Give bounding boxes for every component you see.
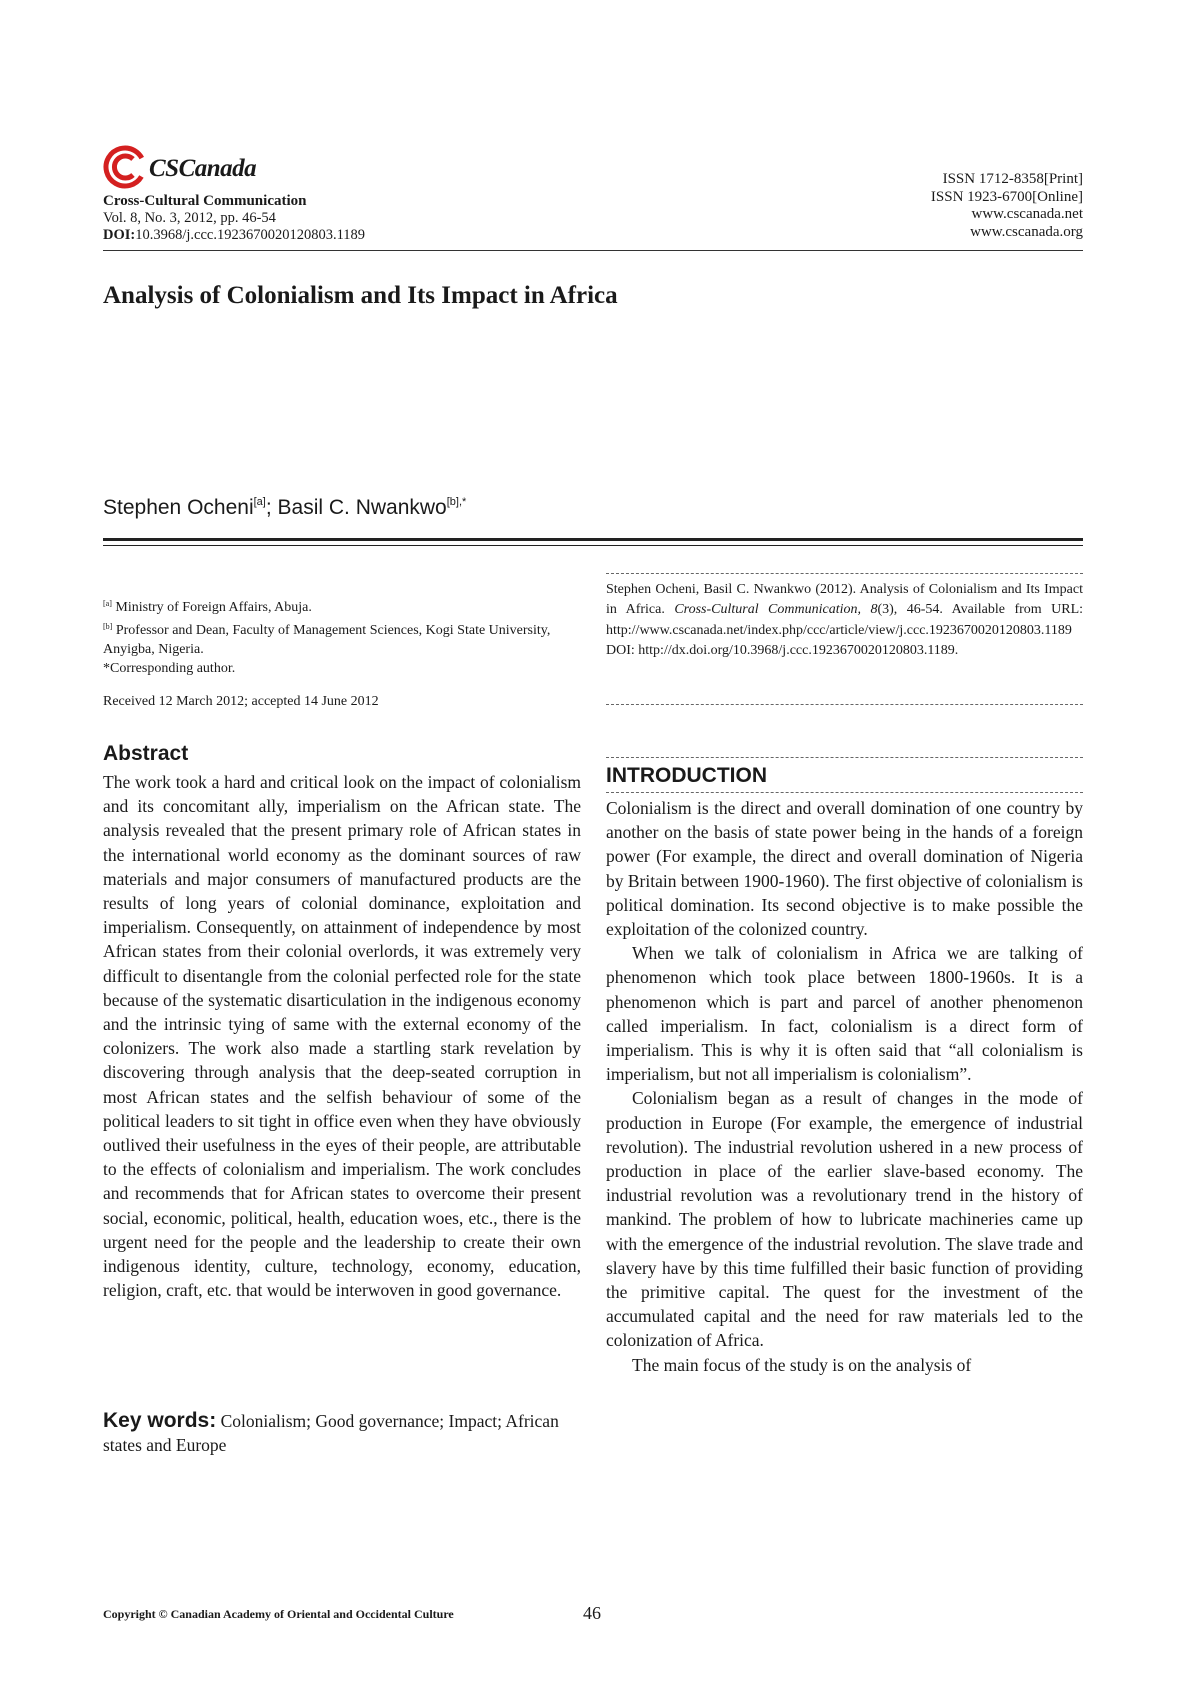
issn-block: [931, 171, 1083, 241]
citation-doi[interactable]: DOI: http://dx.doi.org/10.3968/j.ccc.1923670020120803.1189.: [606, 642, 959, 658]
doi-value: 10.3968/j.ccc.1923670020120803.1189: [135, 227, 366, 243]
affiliation-b-mark: [b]: [103, 622, 113, 631]
article-title: Analysis of Colonialism and Its Impact in Africa: [103, 282, 618, 309]
keywords-label: Key words:: [103, 1409, 217, 1432]
intro-paragraph-3: Colonialism began as a result of changes in the mode of production in Europe (For example, the emergence of industrial revolution). The industrial revolution ushered in a new process of production in place of the earlier slave-based economy. The industrial revolution was a revolutionary trend in the history of mankind. The problem of how to lubricate machineries came up with the emergence of the industrial revolution. The slave trade and slavery have by this time fulfilled their basic function of providing the primitive capital. The quest for the investment of the accumulated capital and the need for raw materials led to the colonization of Africa.: [606, 1088, 1083, 1351]
author-line: [103, 496, 466, 520]
affiliation-b-text: Professor and Dean, Faculty of Management Sciences, Kogi State University, Anyigba, Nigeria.: [103, 623, 551, 657]
author-1-mark: [a]: [253, 496, 266, 508]
citation-lead: Stephen Ocheni, Basil C. Nwankwo (2012). Analysis of Colonialism and Its Impact in Africa.: [606, 582, 1083, 618]
affiliation-a-mark: [a]: [103, 599, 112, 608]
issn-online: ISSN 1923-6700[Online]: [930, 188, 1083, 205]
intro-top-rule: [606, 757, 1083, 758]
abstract-text: The work took a hard and critical look on the impact of colonialism and its concomitant ally, imperialism on the African state. The analysis revealed that the present primary role of African states in the international world economy as the dominant sources of raw materials and major consumers of manufactured products are the results of long years of colonial dominance, exploitation and imperialism. Consequently, on attainment of independence by most African states from their colonial overlords, it was extremely very difficult to disentangle from the colonial perfected role for the state because of the systematic disarticulation in the indigenous economy and the intrinsic tying of same with the external economy of the colonizers. The work also made a startling stark revelation by discovering through analysis that the deep-seated corruption in most African states and the selfish behaviour of some of the political leaders to sit tight in office even when they have obviously outlived their usefulness in the eyes of their people, are attributable to the effects of colonialism and imperialism. The work concludes and recommends that for African states to overcome their present social, economic, political, health, education woes, etc., there is the urgent need for the people and the leadership to create their own indigenous identity, culture, technology, economy, education, religion, craft, etc. that would be interwoven in good governance.: [103, 772, 581, 1301]
journal-info: [103, 193, 365, 244]
journal-name: Cross-Cultural Communication: [103, 193, 307, 209]
keywords: [103, 1409, 581, 1457]
author-2: Basil C. Nwankwo: [277, 496, 447, 519]
citation-issue-url: (3), 46-54. Available from URL: http://www.cscanada.net/index.php/ccc/article/view/j.ccc.1923670020120803.1189: [606, 602, 1084, 638]
affiliation-a-text: Ministry of Foreign Affairs, Abuja.: [115, 600, 312, 615]
url-net[interactable]: www.cscanada.net: [971, 206, 1083, 222]
citation-bottom-rule: [606, 704, 1083, 705]
received-dates: Received 12 March 2012; accepted 14 June 2012: [103, 694, 379, 709]
volume-info: Vol. 8, No. 3, 2012, pp. 46-54: [103, 210, 276, 226]
doi-line: [103, 227, 365, 244]
issn-print: ISSN 1712-8358[Print]: [942, 171, 1083, 187]
intro-paragraph-1: Colonialism is the direct and overall domination of one country by another on the basis of state power being in the hands of a foreign power (For example, the direct and overall domination of Nigeria by Britain between 1900-1960). The first objective of colonialism is political domination. Its second objective is to make possible the exploitation of the colonized country.: [606, 798, 1083, 940]
keywords-text: Colonialism; Good governance; Impact; African states and Europe: [103, 1411, 559, 1456]
publisher-logo: [103, 145, 343, 191]
author-2-mark: [b],*: [446, 496, 467, 508]
doi-label: DOI:: [103, 227, 136, 243]
intro-paragraph-2: When we talk of colonialism in Africa we are talking of phenomenon which took place between 1800-1960s. It is a phenomenon which is part and parcel of another phenomenon called imperialism. In fact, colonialism is a direct form of imperialism. This is why it is often said that “all colonialism is imperialism, but not all imperialism is colonialism”.: [606, 943, 1083, 1085]
intro-paragraph-4: The main focus of the study is on the analysis of: [632, 1354, 972, 1375]
affiliation-a: [103, 594, 581, 617]
authors-divider: [103, 538, 1083, 546]
url-org[interactable]: www.cscanada.org: [970, 223, 1083, 240]
affiliations: [103, 594, 581, 678]
introduction-heading: INTRODUCTION: [606, 764, 767, 787]
citation-box: [606, 580, 1083, 661]
header-divider: [103, 250, 1083, 251]
author-1: Stephen Ocheni: [103, 496, 254, 519]
citation-journal: Cross-Cultural Communication,: [674, 602, 861, 618]
intro-bottom-rule: [606, 792, 1083, 793]
page-number: 46: [583, 1603, 601, 1623]
affiliation-b: [103, 617, 581, 659]
logo-wordmark: CSCanada: [149, 155, 257, 182]
footer-copyright: Copyright © Canadian Academy of Oriental and Occidental Culture: [103, 1607, 454, 1621]
citation-volume: 8: [870, 602, 878, 618]
citation-top-rule: [606, 573, 1083, 574]
corresponding-author: *Corresponding author.: [103, 661, 236, 676]
introduction-body: [606, 796, 1083, 1377]
cscanada-logo-icon: [103, 145, 147, 189]
abstract-heading: Abstract: [103, 742, 189, 765]
author-separator: ;: [265, 496, 278, 519]
